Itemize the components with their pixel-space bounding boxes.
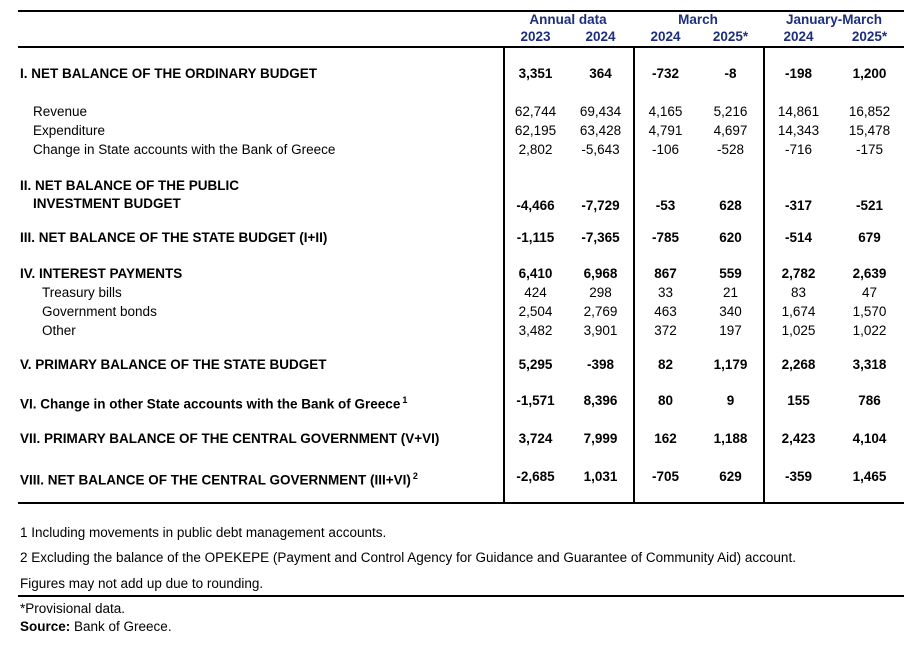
value-cell: 47 xyxy=(861,285,878,300)
value-cell: -4,466 xyxy=(516,198,555,213)
footnote-separator-rule xyxy=(18,595,904,597)
row-label: II. NET BALANCE OF THE PUBLIC INVESTMENT BUDGET xyxy=(20,178,239,211)
table-bottom-rule xyxy=(18,502,904,504)
table-row xyxy=(0,431,905,446)
value-cell: 8,396 xyxy=(583,393,618,408)
row-label: VI. Change in other State accounts with the Bank of Greece $^1$ xyxy=(20,395,408,412)
table-row xyxy=(0,393,905,412)
value-cell: 463 xyxy=(654,304,677,319)
table-row xyxy=(0,123,905,138)
row-label: Expenditure xyxy=(33,123,106,138)
value-cell: 33 xyxy=(657,285,674,300)
footnote-ref: 2 xyxy=(412,471,418,481)
value-cell: 372 xyxy=(654,323,677,338)
value-cell: 786 xyxy=(858,393,881,408)
row-label: VIII. NET BALANCE OF THE CENTRAL GOVERNMENT (III+VI) $^2$ xyxy=(20,471,418,488)
row-label: IV. INTEREST PAYMENTS xyxy=(20,266,183,281)
value-cell: -2,685 xyxy=(516,469,555,484)
value-cell: 2,504 xyxy=(518,304,553,319)
value-cell: 62,744 xyxy=(514,104,557,119)
column-group-march: March xyxy=(678,12,718,27)
value-cell: 629 xyxy=(719,469,742,484)
value-cell: -106 xyxy=(651,142,680,157)
value-cell: 1,674 xyxy=(781,304,816,319)
source-text: Bank of Greece. xyxy=(70,619,172,634)
value-cell: 21 xyxy=(722,285,739,300)
table-row xyxy=(0,266,905,281)
row-label: I. NET BALANCE OF THE ORDINARY BUDGET xyxy=(20,66,318,81)
year-header-march-2024: 2024 xyxy=(650,29,681,44)
value-cell: 1,179 xyxy=(713,357,748,372)
value-cell: 424 xyxy=(524,285,547,300)
value-cell: 82 xyxy=(657,357,674,372)
value-cell: 6,410 xyxy=(518,266,553,281)
value-cell: 4,697 xyxy=(713,123,748,138)
year-header-annual-2024: 2024 xyxy=(585,29,616,44)
value-cell: 2,802 xyxy=(518,142,553,157)
value-cell: 5,295 xyxy=(518,357,553,372)
value-cell: 63,428 xyxy=(579,123,622,138)
value-cell: 1,022 xyxy=(852,323,887,338)
value-cell: 364 xyxy=(589,66,612,81)
column-group-january-march: January-March xyxy=(785,12,883,27)
value-cell: 2,423 xyxy=(781,431,816,446)
provisional-note: *Provisional data. xyxy=(20,601,126,616)
value-cell: -5,643 xyxy=(581,142,620,157)
table-row xyxy=(0,104,905,119)
value-cell: -53 xyxy=(655,198,676,213)
source-note xyxy=(20,619,172,634)
value-cell: 679 xyxy=(858,230,881,245)
value-cell: -528 xyxy=(716,142,745,157)
row-label: III. NET BALANCE OF THE STATE BUDGET (I+II) xyxy=(20,230,328,245)
row-label: Revenue xyxy=(33,104,88,119)
value-cell: 1,025 xyxy=(781,323,816,338)
value-cell: 2,769 xyxy=(583,304,618,319)
value-cell: -785 xyxy=(651,230,680,245)
value-cell: 4,165 xyxy=(648,104,683,119)
row-label: Government bonds xyxy=(42,304,157,319)
source-label: Source: xyxy=(20,619,71,634)
value-cell: -175 xyxy=(855,142,884,157)
table-row xyxy=(0,323,905,338)
value-cell: 3,351 xyxy=(518,66,553,81)
value-cell: 7,999 xyxy=(583,431,618,446)
table-row xyxy=(0,66,905,81)
value-cell: 1,188 xyxy=(713,431,748,446)
value-cell: 83 xyxy=(790,285,807,300)
value-cell: 14,861 xyxy=(777,104,820,119)
value-cell: 1,570 xyxy=(852,304,887,319)
table-row xyxy=(0,285,905,300)
footnote-ref: 1 xyxy=(402,395,408,405)
table-row xyxy=(0,177,905,213)
value-cell: 4,791 xyxy=(648,123,683,138)
value-cell: 69,434 xyxy=(579,104,622,119)
value-cell: -521 xyxy=(855,198,884,213)
value-cell: 155 xyxy=(787,393,810,408)
value-cell: 16,852 xyxy=(848,104,891,119)
value-cell: -705 xyxy=(651,469,680,484)
year-header-march-2025: 2025* xyxy=(712,29,749,44)
value-cell: 620 xyxy=(719,230,742,245)
value-cell: -359 xyxy=(784,469,813,484)
row-label: Treasury bills xyxy=(42,285,122,300)
value-cell: 628 xyxy=(719,198,742,213)
value-cell: -7,729 xyxy=(581,198,620,213)
value-cell: 1,465 xyxy=(852,469,887,484)
value-cell: 9 xyxy=(726,393,735,408)
table-row xyxy=(0,469,905,488)
value-cell: 1,031 xyxy=(583,469,618,484)
value-cell: -7,365 xyxy=(581,230,620,245)
value-cell: 14,343 xyxy=(777,123,820,138)
table-row xyxy=(0,357,905,372)
column-group-annual-data: Annual data xyxy=(529,12,607,27)
value-cell: -1,115 xyxy=(516,230,555,245)
value-cell: 80 xyxy=(657,393,674,408)
value-cell: 5,216 xyxy=(713,104,748,119)
value-cell: -716 xyxy=(784,142,813,157)
value-cell: 867 xyxy=(654,266,677,281)
value-cell: 6,968 xyxy=(583,266,618,281)
value-cell: 340 xyxy=(719,304,742,319)
footnote-2: 2 Excluding the balance of the OPEKEPE (Payment and Control Agency for Guidance and Guarantee of Community Aid) account. xyxy=(20,550,796,565)
value-cell: 1,200 xyxy=(852,66,887,81)
value-cell: 15,478 xyxy=(848,123,891,138)
value-cell: 2,268 xyxy=(781,357,816,372)
year-header-janmar-2024: 2024 xyxy=(783,29,814,44)
value-cell: 62,195 xyxy=(514,123,557,138)
value-cell: 2,639 xyxy=(852,266,887,281)
row-label: V. PRIMARY BALANCE OF THE STATE BUDGET xyxy=(20,357,327,372)
row-label: Other xyxy=(42,323,76,338)
table-row xyxy=(0,142,905,157)
table-row xyxy=(0,304,905,319)
header-rule xyxy=(18,46,904,48)
value-cell: -732 xyxy=(651,66,680,81)
value-cell: 3,724 xyxy=(518,431,553,446)
rounding-note: Figures may not add up due to rounding. xyxy=(20,576,264,591)
year-header-annual-2023: 2023 xyxy=(520,29,551,44)
value-cell: -514 xyxy=(784,230,813,245)
value-cell: 197 xyxy=(719,323,742,338)
value-cell: 3,482 xyxy=(518,323,553,338)
value-cell: 3,901 xyxy=(583,323,618,338)
year-header-janmar-2025: 2025* xyxy=(851,29,888,44)
value-cell: 298 xyxy=(589,285,612,300)
value-cell: -8 xyxy=(724,66,737,81)
value-cell: 162 xyxy=(654,431,677,446)
value-cell: -1,571 xyxy=(516,393,555,408)
value-cell: -398 xyxy=(586,357,615,372)
footnote-1: 1 Including movements in public debt management accounts. xyxy=(20,525,387,540)
value-cell: 3,318 xyxy=(852,357,887,372)
value-cell: -198 xyxy=(784,66,813,81)
row-label: VII. PRIMARY BALANCE OF THE CENTRAL GOVERNMENT (V+VI) xyxy=(20,431,440,446)
value-cell: 2,782 xyxy=(781,266,816,281)
value-cell: 559 xyxy=(719,266,742,281)
table-row xyxy=(0,230,905,245)
value-cell: 4,104 xyxy=(852,431,887,446)
row-label: Change in State accounts with the Bank of Greece xyxy=(33,142,336,157)
value-cell: -317 xyxy=(784,198,813,213)
